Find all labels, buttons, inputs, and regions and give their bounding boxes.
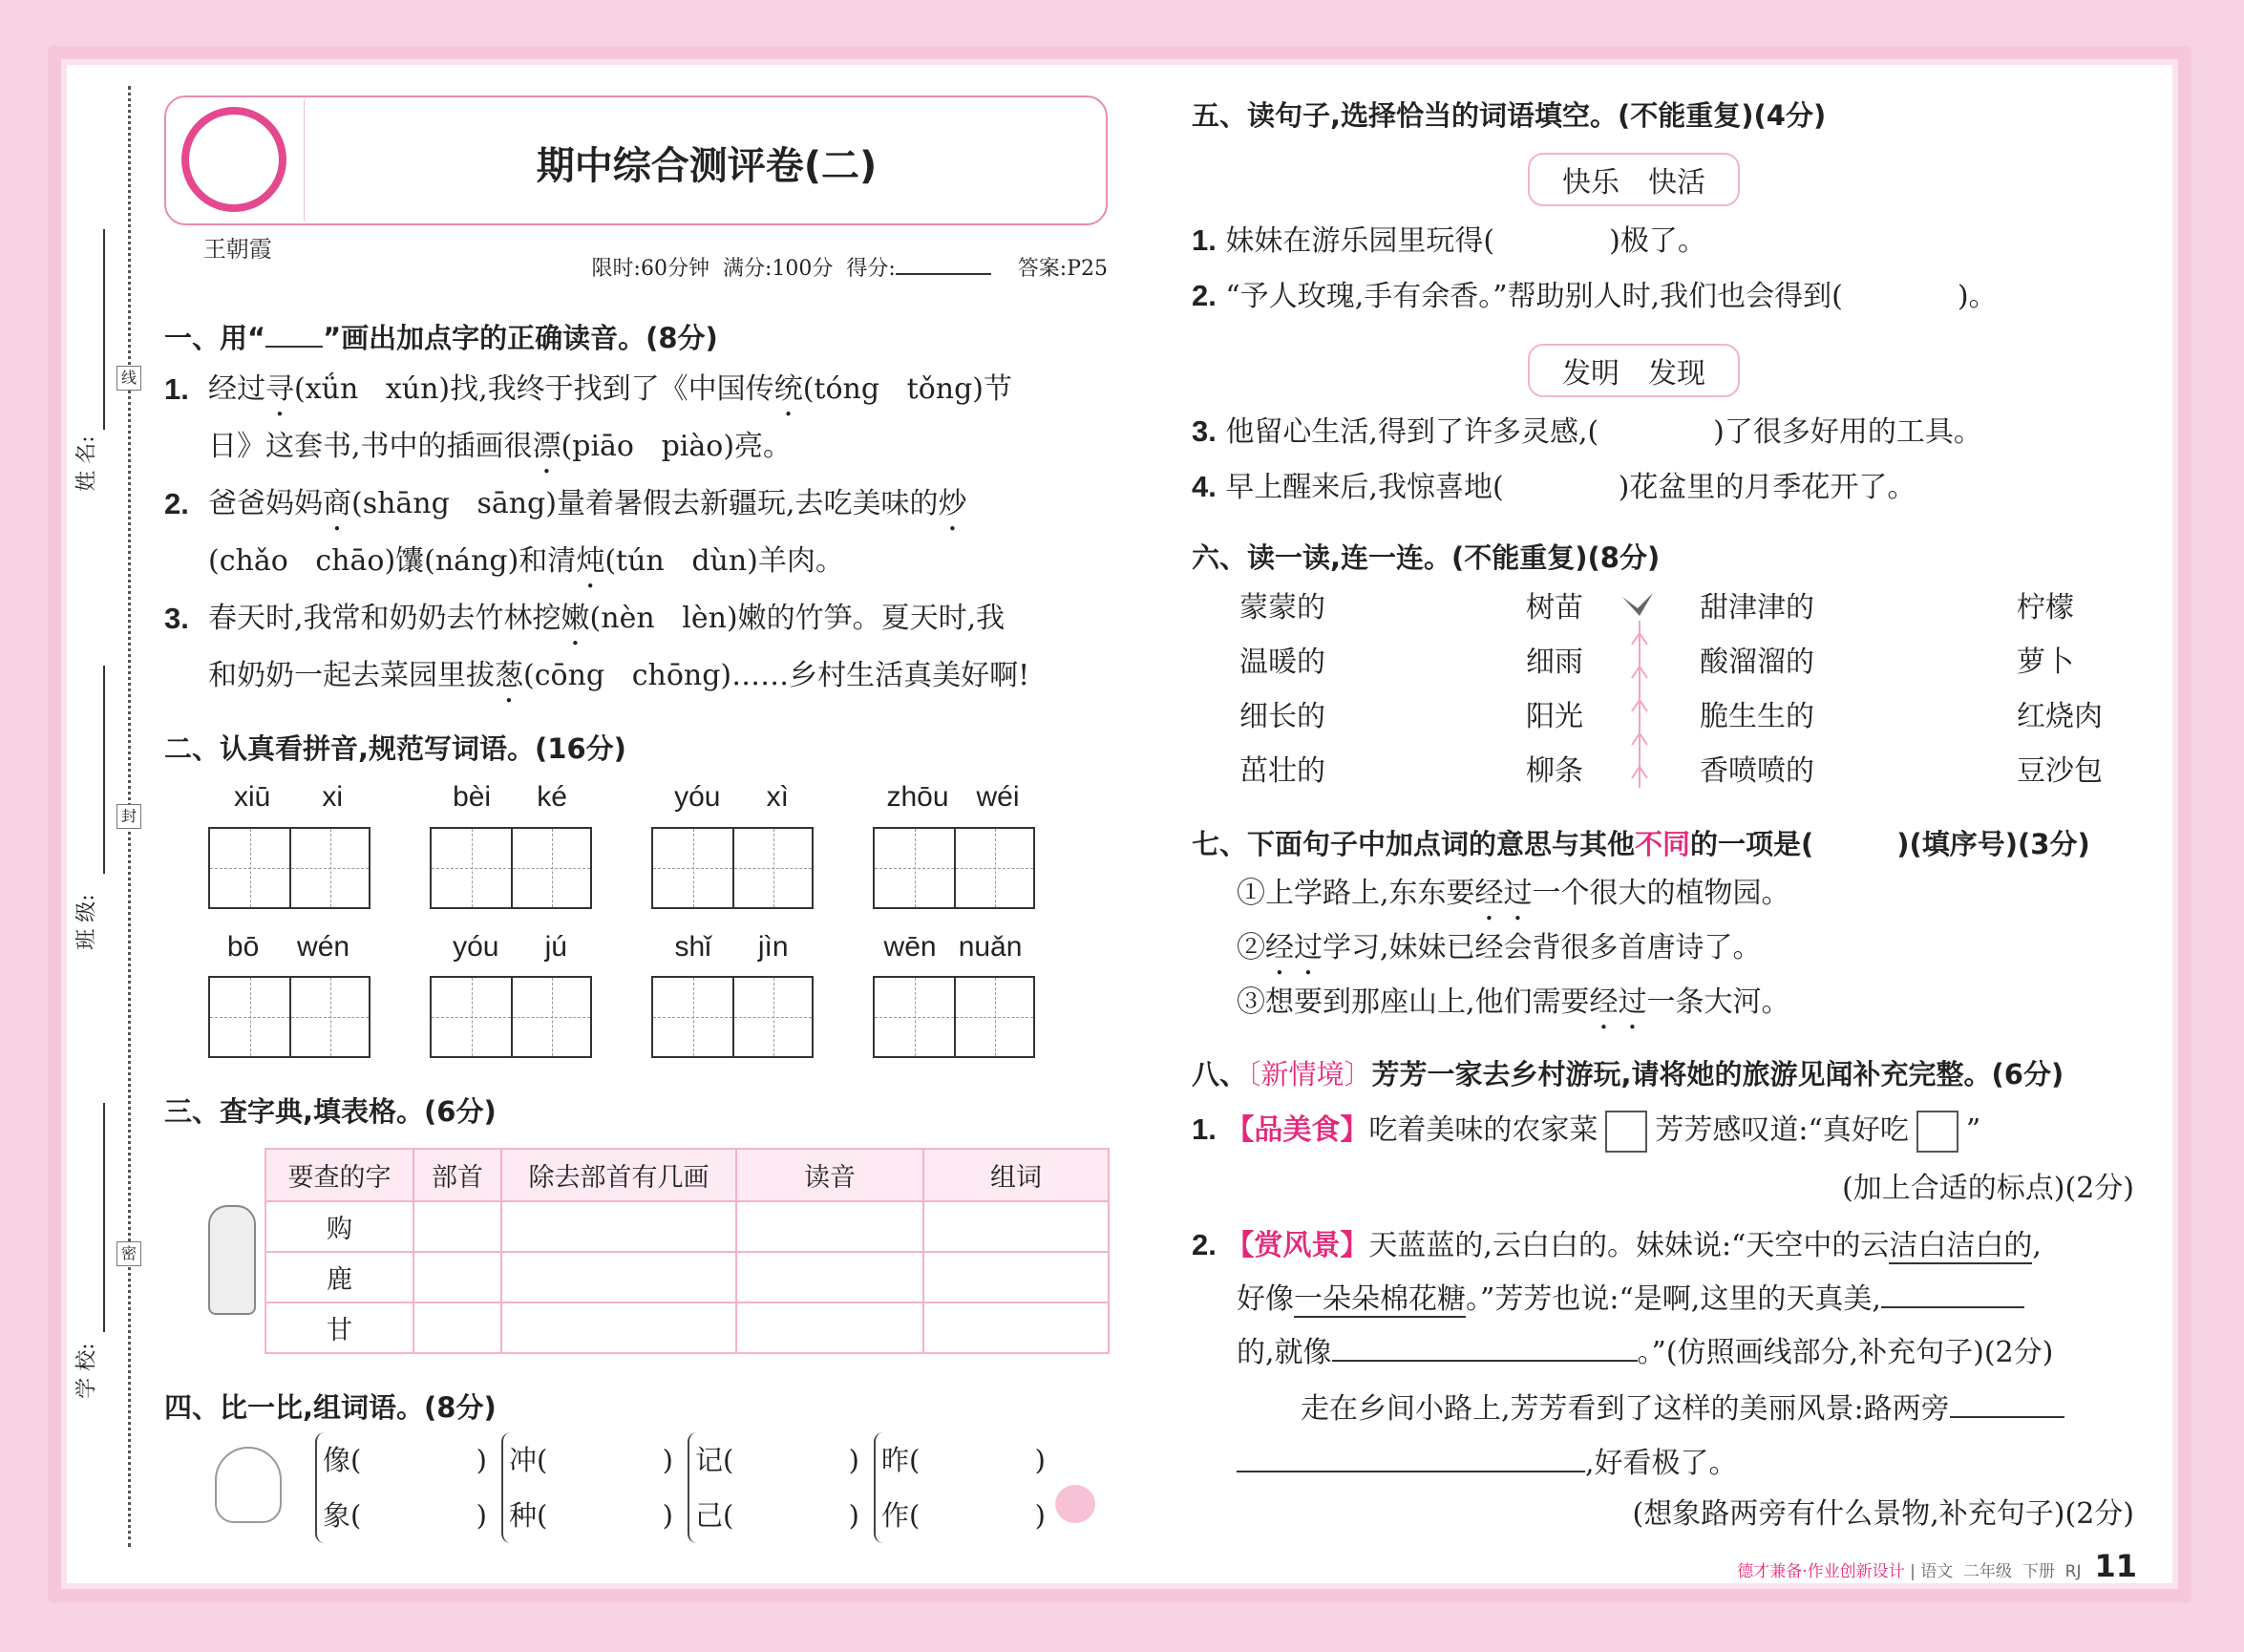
text: ③想要到那座山上,他们需要 xyxy=(1237,985,1590,1019)
fill-item xyxy=(1192,413,1982,452)
tian-cell[interactable] xyxy=(432,978,511,1056)
text: 经过 xyxy=(208,372,265,406)
name-line xyxy=(103,229,105,430)
dotted-char: 嫩 xyxy=(561,602,590,635)
answer-blank[interactable] xyxy=(1950,1389,2064,1418)
writing-grid[interactable] xyxy=(208,827,370,909)
col-header: 组词 xyxy=(923,1149,1109,1201)
heading-part: 芳芳一家去乡村游玩,请将她的旅游见闻补充完整。(6分) xyxy=(1371,1058,2064,1091)
item-text: “予人玫瑰,手有余香。”帮助别人时,我们也会得到( )。 xyxy=(1225,280,1998,313)
writing-grid[interactable] xyxy=(208,976,370,1058)
fill-item xyxy=(1192,468,1916,507)
tian-cell[interactable] xyxy=(289,829,369,907)
match-word[interactable]: 甜津津的 xyxy=(1700,591,1814,625)
pinyin: wéi xyxy=(976,781,1020,813)
match-word[interactable]: 阳光 xyxy=(1526,700,1583,733)
fill-item xyxy=(1192,277,1998,316)
text: 天蓝蓝的,云白白的。妹妹说:“天空中的云 xyxy=(1368,1229,1890,1262)
item-tag: 【品美食】 xyxy=(1225,1113,1369,1147)
dotted-char: 经过 xyxy=(1474,877,1533,910)
text: 芳芳感叹道:“真好吃 xyxy=(1655,1113,1909,1147)
close-paren: ) xyxy=(662,1444,673,1476)
word-row[interactable] xyxy=(881,1432,1046,1488)
table-row xyxy=(265,1201,1109,1252)
char-prompt: 作( xyxy=(881,1499,921,1532)
char-prompt: 象( xyxy=(323,1499,362,1532)
char-prompt: 记( xyxy=(695,1444,734,1476)
text: 爸爸妈妈 xyxy=(208,487,323,520)
logo-divider xyxy=(304,99,305,222)
heading-part: 一、用“ xyxy=(164,322,266,354)
text: (piāo piào)亮。 xyxy=(561,430,793,463)
item-number: 1. xyxy=(164,372,189,406)
item-number: 1. xyxy=(1192,223,1217,257)
pinyin-label xyxy=(430,781,590,814)
fill-item xyxy=(1192,222,1706,261)
section1-heading xyxy=(164,317,718,356)
section2-heading: 二、认真看拼音,规范写词语。(16分) xyxy=(164,732,626,765)
dotted-char: 经过 xyxy=(1589,985,1647,1019)
writing-grid[interactable] xyxy=(430,827,592,909)
dotted-char: 经过 xyxy=(1265,931,1323,964)
match-word[interactable]: 萝卜 xyxy=(2017,646,2074,679)
col-header: 要查的字 xyxy=(265,1149,413,1201)
text: 日》这套书,书中的插画很 xyxy=(208,430,533,463)
punct-box[interactable] xyxy=(1605,1111,1647,1153)
underlined-text: 一朵朵棉花糖 xyxy=(1294,1282,1466,1316)
compare-pair xyxy=(688,1432,859,1543)
word-row[interactable] xyxy=(509,1488,673,1543)
char-prompt: 种( xyxy=(509,1499,548,1532)
s8-item2-note: (想象路两旁有什么景物,补充句子)(2分) xyxy=(1632,1497,2134,1531)
text: 好像 xyxy=(1237,1282,1294,1316)
char-cell: 鹿 xyxy=(265,1252,413,1303)
text: 一个很大的植物园。 xyxy=(1532,877,1790,910)
item-number: 3. xyxy=(164,602,189,635)
exam-info xyxy=(592,252,1108,282)
pinyin-label xyxy=(651,781,812,814)
char-prompt: 冲( xyxy=(509,1444,548,1476)
writing-grid[interactable] xyxy=(651,976,814,1058)
seal-feng: 封 xyxy=(116,804,141,829)
text: 吃着美味的农家菜 xyxy=(1368,1113,1598,1147)
pinyin: yóu xyxy=(453,931,499,963)
section7-heading xyxy=(1192,823,2090,862)
pinyin: xi xyxy=(322,781,343,813)
item-line xyxy=(208,371,1012,423)
seal-mi: 密 xyxy=(116,1241,141,1266)
match-word[interactable]: 细雨 xyxy=(1526,646,1583,679)
answer-cell[interactable] xyxy=(923,1303,1109,1353)
s8-item2-line4 xyxy=(1301,1389,2064,1429)
pinyin-label xyxy=(873,781,1033,814)
pinyin: zhōu xyxy=(886,781,949,813)
item-number: 3. xyxy=(1192,414,1217,448)
swallow-decoration-icon xyxy=(1619,587,1657,793)
s8-item2-line2 xyxy=(1237,1280,2024,1319)
rabbit-illustration xyxy=(215,1447,282,1523)
char-cell: 甘 xyxy=(265,1303,413,1353)
text: ② xyxy=(1237,931,1265,964)
match-word[interactable]: 蒙蒙的 xyxy=(1239,591,1325,625)
giraffe-illustration xyxy=(208,1205,256,1315)
match-word[interactable]: 柳条 xyxy=(1526,754,1583,788)
item-tag: 【赏风景】 xyxy=(1225,1229,1369,1262)
score-label: 得分: xyxy=(846,257,896,281)
section5-heading: 五、读句子,选择恰当的词语填空。(不能重复)(4分) xyxy=(1192,99,1827,132)
pinyin: shǐ xyxy=(674,931,711,963)
school-line xyxy=(103,1103,105,1332)
item-number: 4. xyxy=(1192,470,1217,503)
match-word[interactable]: 豆沙包 xyxy=(2017,754,2103,788)
section4-heading: 四、比一比,组词语。(8分) xyxy=(164,1391,497,1424)
text: 春天时,我常和奶奶去竹林挖 xyxy=(208,602,561,635)
char-prompt: 己( xyxy=(695,1499,734,1532)
pinyin-label xyxy=(208,931,369,964)
col-header: 除去部首有几画 xyxy=(501,1149,736,1201)
subject-info: 语文 二年级 下册 RJ xyxy=(1920,1562,2082,1581)
writing-grid[interactable] xyxy=(873,976,1035,1058)
section3-heading: 三、查字典,填表格。(6分) xyxy=(164,1095,497,1128)
s8-item2-line5 xyxy=(1237,1444,1738,1483)
pinyin: wén xyxy=(297,931,350,963)
underline-sample xyxy=(265,327,323,348)
match-word[interactable]: 温暖的 xyxy=(1239,646,1325,679)
char-prompt: 昨( xyxy=(881,1444,921,1476)
answer-cell[interactable] xyxy=(736,1252,923,1303)
answer-cell[interactable] xyxy=(501,1252,736,1303)
table-row xyxy=(265,1303,1109,1353)
tian-cell[interactable] xyxy=(653,978,732,1056)
item-line xyxy=(208,600,1005,652)
compare-pair xyxy=(874,1432,1046,1543)
close-paren: ) xyxy=(662,1499,673,1532)
word-row[interactable] xyxy=(323,1432,487,1488)
pinyin: xiū xyxy=(233,781,271,813)
heading-emphasis: 不同 xyxy=(1635,828,1691,860)
school-label: 学 校: xyxy=(74,1343,99,1399)
item-number: 2. xyxy=(1192,279,1217,312)
close-paren: ) xyxy=(1034,1444,1046,1476)
answer-blank[interactable] xyxy=(1332,1333,1638,1362)
tian-cell[interactable] xyxy=(653,829,732,907)
text: 学习,妹妹已经会背很多首唐诗了。 xyxy=(1323,931,1762,964)
answer-cell[interactable] xyxy=(736,1303,923,1353)
compare-pair xyxy=(315,1432,487,1543)
match-word[interactable]: 酸溜溜的 xyxy=(1700,646,1814,679)
section6-heading: 六、读一读,连一连。(不能重复)(8分) xyxy=(1192,541,1661,574)
item-number: 1. xyxy=(1192,1112,1217,1146)
tian-cell[interactable] xyxy=(511,829,590,907)
text: 走在乡间小路上,芳芳看到了这样的美丽风景:路两旁 xyxy=(1301,1392,1950,1426)
footer: 德才兼备·作业创新设计 | 语文 二年级 下册 RJ 11 xyxy=(1737,1548,2137,1584)
heading-part: 的一项是( )(填序号)(3分) xyxy=(1690,828,2090,860)
time-limit: 限时:60分钟 xyxy=(591,257,709,281)
dotted-char: 漂 xyxy=(532,430,561,463)
tian-cell[interactable] xyxy=(954,829,1033,907)
text: ” xyxy=(1965,1113,1981,1147)
item-line xyxy=(208,428,792,480)
word-row[interactable] xyxy=(881,1488,1046,1543)
match-word[interactable]: 树苗 xyxy=(1526,591,1583,625)
answer-blank[interactable] xyxy=(1881,1280,2024,1308)
pinyin-label xyxy=(430,931,590,964)
tian-cell[interactable] xyxy=(954,978,1033,1056)
dotted-char: 炖 xyxy=(576,544,605,578)
tian-cell[interactable] xyxy=(511,978,590,1056)
item-line xyxy=(208,657,1029,710)
tian-cell[interactable] xyxy=(875,978,954,1056)
answer-cell[interactable] xyxy=(501,1303,736,1353)
item-text: 早上醒来后,我惊喜地( )花盆里的月季花开了。 xyxy=(1225,471,1916,504)
close-paren: ) xyxy=(848,1444,859,1476)
writing-grid[interactable] xyxy=(430,976,592,1058)
compare-pair xyxy=(501,1432,673,1543)
page-number: 11 xyxy=(2094,1548,2137,1584)
heading-part: ”画出加点字的正确读音。(8分) xyxy=(323,322,718,354)
pinyin: jú xyxy=(544,931,567,963)
answer-cell[interactable] xyxy=(413,1303,501,1353)
logo-text: 王朝霞 xyxy=(202,236,272,263)
dotted-char: 炒 xyxy=(938,487,967,520)
tian-cell[interactable] xyxy=(210,829,289,907)
tian-cell[interactable] xyxy=(432,829,511,907)
word-row[interactable] xyxy=(509,1432,673,1488)
answer-cell[interactable] xyxy=(923,1252,1109,1303)
match-word[interactable]: 脆生生的 xyxy=(1700,700,1814,733)
text: 一条大河。 xyxy=(1646,985,1790,1019)
new-context-tag: 〔新情境〕 xyxy=(1247,1058,1372,1091)
score-field[interactable] xyxy=(896,252,991,275)
class-label: 班 级: xyxy=(74,894,99,950)
text: (tún dùn)羊肉。 xyxy=(604,544,844,578)
text: , xyxy=(2032,1229,2042,1262)
text: ,好看极了。 xyxy=(1585,1447,1738,1480)
text: (shāng sāng)量着暑假去新疆玩,去吃美味的 xyxy=(351,487,939,520)
punct-box[interactable] xyxy=(1916,1111,1958,1153)
s8-item2-line1 xyxy=(1192,1226,2042,1265)
option-line xyxy=(1237,875,1790,927)
close-paren: ) xyxy=(476,1444,487,1476)
item-line xyxy=(208,485,967,538)
text: ①上学路上,东东要 xyxy=(1237,877,1475,910)
s8-item1 xyxy=(1192,1111,1980,1153)
writing-grid[interactable] xyxy=(873,827,1035,909)
class-line xyxy=(103,666,105,874)
text: (cōng chōng)……乡村生活真美好啊! xyxy=(523,659,1030,692)
pinyin: nuǎn xyxy=(958,931,1023,963)
series-name: 德才兼备·作业创新设计 xyxy=(1737,1562,1905,1581)
pinyin: xì xyxy=(766,781,789,813)
tian-cell[interactable] xyxy=(875,829,954,907)
pinyin-label xyxy=(208,781,369,814)
dictionary-table xyxy=(265,1148,1110,1354)
pinyin: wēn xyxy=(883,931,937,963)
dotted-char: 商 xyxy=(323,487,351,520)
tian-cell[interactable] xyxy=(732,978,812,1056)
pinyin: yóu xyxy=(674,781,721,813)
item-text: 他留心生活,得到了许多灵感,( )了很多好用的工具。 xyxy=(1225,415,1982,449)
close-paren: ) xyxy=(848,1499,859,1532)
logo xyxy=(181,107,286,263)
s8-item2-line3 xyxy=(1237,1333,2053,1372)
close-paren: ) xyxy=(1034,1499,1046,1532)
pinyin: bō xyxy=(226,931,260,963)
col-header: 部首 xyxy=(413,1149,501,1201)
answer-cell[interactable] xyxy=(736,1201,923,1252)
heading-part: 七、下面句子中加点词的意思与其他 xyxy=(1192,828,1636,860)
pinyin: bèi xyxy=(453,781,492,813)
page-title: 期中综合测评卷(二) xyxy=(536,144,878,188)
name-label: 姓 名: xyxy=(74,435,99,492)
option-line xyxy=(1237,929,1762,982)
full-score: 满分:100分 xyxy=(722,257,834,281)
match-word[interactable]: 红烧肉 xyxy=(2017,700,2103,733)
match-word[interactable]: 香喷喷的 xyxy=(1700,754,1814,788)
pinyin-label xyxy=(651,931,812,964)
close-paren: ) xyxy=(476,1499,487,1532)
answer-cell[interactable] xyxy=(413,1201,501,1252)
option-line xyxy=(1237,984,1790,1036)
item-text: 妹妹在游乐园里玩得( )极了。 xyxy=(1225,224,1706,258)
match-word[interactable]: 细长的 xyxy=(1239,700,1325,733)
text: 和奶奶一起去菜园里拔 xyxy=(208,659,495,692)
answer-blank[interactable] xyxy=(1237,1444,1585,1472)
match-word[interactable]: 柠檬 xyxy=(2017,591,2074,625)
tian-cell[interactable] xyxy=(210,978,289,1056)
s8-item1-note: (加上合适的标点)(2分) xyxy=(1842,1172,2134,1205)
text: 。”(仿照画线部分,补充句子)(2分) xyxy=(1637,1336,2054,1369)
text: (chǎo chāo)馕(náng)和清 xyxy=(208,544,577,578)
char-cell: 购 xyxy=(265,1201,413,1252)
text: (xǘn xún)找,我终于找到了《中国传 xyxy=(294,372,774,406)
word-row[interactable] xyxy=(323,1488,487,1543)
dotted-char: 寻 xyxy=(265,372,294,406)
text: 。”芳芳也说:“是啊,这里的天真美, xyxy=(1466,1282,1881,1316)
match-word[interactable]: 茁壮的 xyxy=(1239,754,1325,788)
seal-xian: 线 xyxy=(116,366,141,391)
answer-cell[interactable] xyxy=(413,1252,501,1303)
text: (tóng tǒng)节 xyxy=(802,372,1012,406)
answer-ref: 答案:P25 xyxy=(1017,257,1108,281)
dotted-char: 葱 xyxy=(495,659,523,692)
pinyin: jìn xyxy=(757,931,789,963)
answer-cell[interactable] xyxy=(501,1201,736,1252)
heading-part: 八、 xyxy=(1192,1058,1248,1091)
dotted-char: 统 xyxy=(773,372,803,406)
table-row xyxy=(265,1252,1109,1303)
text: (nèn lèn)嫩的竹笋。夏天时,我 xyxy=(589,602,1006,635)
pinyin-label xyxy=(873,931,1033,964)
writing-grid[interactable] xyxy=(651,827,814,909)
item-line xyxy=(208,542,844,595)
section8-heading xyxy=(1192,1053,2064,1092)
word-choice-box-1: 快乐 快活 xyxy=(1528,153,1740,206)
item-number: 2. xyxy=(164,487,189,520)
word-choice-box-2: 发明 发现 xyxy=(1528,344,1740,397)
col-header: 读音 xyxy=(736,1149,923,1201)
tian-cell[interactable] xyxy=(289,978,369,1056)
item-number: 2. xyxy=(1192,1228,1217,1261)
answer-cell[interactable] xyxy=(923,1201,1109,1252)
tian-cell[interactable] xyxy=(732,829,812,907)
underlined-text: 洁白洁白的 xyxy=(1889,1229,2033,1262)
word-row[interactable] xyxy=(695,1488,859,1543)
text: 的,就像 xyxy=(1237,1336,1332,1369)
word-row[interactable] xyxy=(695,1432,859,1488)
char-prompt: 像( xyxy=(323,1444,362,1476)
radish-illustration xyxy=(1055,1485,1095,1523)
pinyin: ké xyxy=(537,781,567,813)
